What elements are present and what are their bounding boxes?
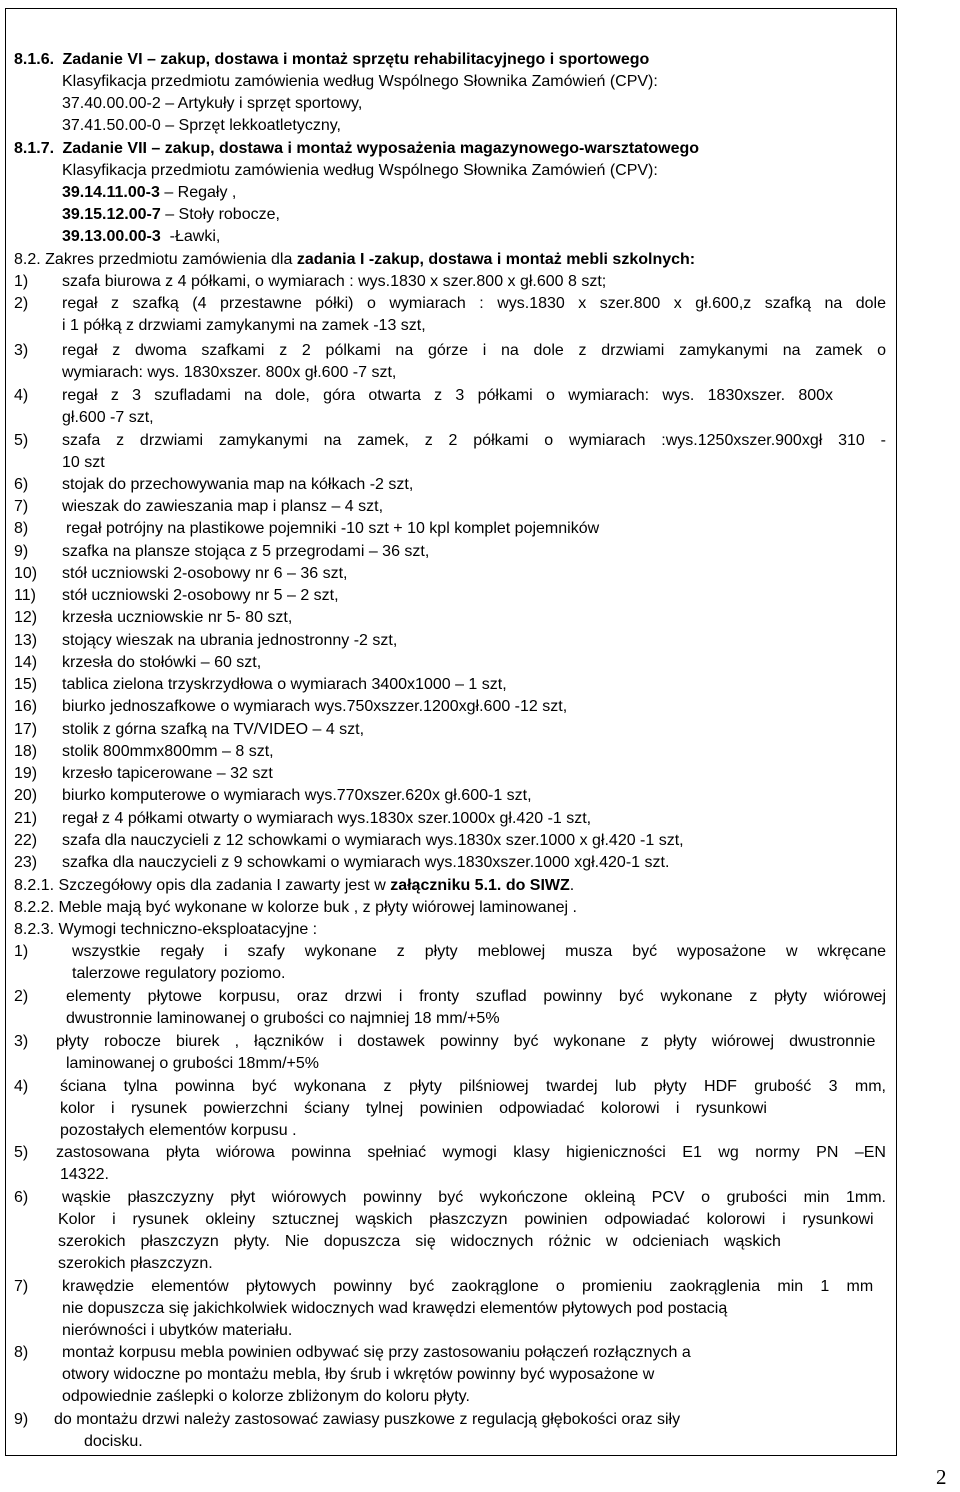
list-item-number: 19) xyxy=(14,765,38,782)
list-item-text: regał z dwoma szafkami z 2 pólkami na górze i na dole z drzwiami zamykanymi na zamek o xyxy=(62,342,886,359)
list-item-text: pozostałych elementów korpusu . xyxy=(60,1122,297,1139)
list-item-number: 21) xyxy=(14,810,38,827)
list-item-text: regał potrójny na plastikowe pojemniki -10 szt + 10 kpl komplet pojemników xyxy=(66,520,600,537)
section-number: 8.1.7. xyxy=(14,140,55,157)
list-item-number: 23) xyxy=(14,854,38,871)
list-item-text: szafka dla nauczycieli z 9 schowkami o wymiarach wys.1830xszer.1000 xgł.420-1 szt. xyxy=(62,854,670,871)
list-item-number: 3) xyxy=(14,342,29,359)
cpv-code: 39.14.11.00-3 xyxy=(62,184,160,201)
list-item-text: odpowiednie zaślepki o kolorze zbliżonym do koloru płyty. xyxy=(62,1388,470,1405)
list-item-number: 2) xyxy=(14,988,29,1005)
section-number: 8.2.2. xyxy=(14,899,55,916)
section-title: Zadanie VI – zakup, dostawa i montaż sprzętu rehabilitacyjnego i sportowego xyxy=(62,51,650,68)
list-item-number: 1) xyxy=(14,943,29,960)
list-item-text: stół uczniowski 2-osobowy nr 6 – 36 szt, xyxy=(62,565,348,582)
cpv-code-line: 39.14.11.00-3 – Regały , xyxy=(62,184,237,201)
list-item-number: 12) xyxy=(14,609,38,626)
cpv-code: 39.15.12.00-7 xyxy=(62,206,161,223)
list-item-text: 10 szt xyxy=(62,454,105,471)
list-item-text: regał z 3 szufladami na dole, góra otwarta z 3 półkami o wymiarach: wys. 1830xszer. 800x xyxy=(62,387,834,404)
cpv-code-line: 39.15.12.00-7 – Stoły robocze, xyxy=(62,206,280,223)
list-item-text: wymiarach: wys. 1830xszer. 800x gł.600 -7 szt, xyxy=(62,364,397,381)
list-item-text: montaż korpusu mebla powinien odbywać się przy zastosowaniu połączeń rozłącznych a xyxy=(62,1344,691,1361)
list-item-number: 15) xyxy=(14,676,38,693)
list-item-text: nie dopuszcza się jakichkolwiek widocznych wad krawędzi elementów płytowych pod postacią xyxy=(62,1300,728,1317)
list-item-number: 4) xyxy=(14,387,29,404)
list-item-number: 3) xyxy=(14,1033,29,1050)
list-item-text: stolik 800mmx800mm – 8 szt, xyxy=(62,743,274,760)
cpv-label: Klasyfikacja przedmiotu zamówienia według Wspólnego Słownika Zamówień (CPV): xyxy=(62,162,658,179)
list-item-text: szafka na plansze stojąca z 5 przegrodami – 36 szt, xyxy=(62,543,430,560)
cpv-name: Stoły robocze, xyxy=(178,206,280,223)
list-item-number: 5) xyxy=(14,1144,29,1161)
list-item-number: 20) xyxy=(14,787,38,804)
cpv-name: Sprzęt lekkoatletyczny, xyxy=(178,117,341,134)
list-item-text: szafa z drzwiami zamykanymi na zamek, z 2 półkami o wymiarach :wys.1250xszer.900xgł 310 - xyxy=(62,432,886,449)
list-item-text: stół uczniowski 2-osobowy nr 5 – 2 szt, xyxy=(62,587,339,604)
list-item-number: 7) xyxy=(14,1278,29,1295)
list-item-number: 8) xyxy=(14,1344,29,1361)
list-item-text: regał z szafką (4 przestawne półki) o wymiarach : wys.1830 x szer.800 x gł.600,z szafką na dole xyxy=(62,295,886,312)
list-item-number: 8) xyxy=(14,520,29,537)
list-item-number: 9) xyxy=(14,1411,29,1428)
section-number: 8.2.3. xyxy=(14,921,55,938)
list-item-text: szerokich płaszczyzn płyty. Nie dopuszcza się widocznych różnic w odcieniach wąskich xyxy=(58,1233,781,1250)
list-item-number: 6) xyxy=(14,1189,29,1206)
list-item-text: kolor i rysunek powierzchni ściany tylnej powinien odpowiadać kolorowi i rysunkowi xyxy=(60,1100,767,1117)
cpv-name: -Ławki, xyxy=(169,228,221,245)
list-item-number: 16) xyxy=(14,698,38,715)
list-item-text: wąskie płaszczyzny płyt wiórowych powinny być wykończone okleiną PCV o grubości min 1mm. xyxy=(62,1189,886,1206)
list-item-text: szafa biurowa z 4 półkami, o wymiarach : wys.1830 x szer.800 x gł.600 8 szt; xyxy=(62,273,607,290)
cpv-code-line: 37.40.00.00-2 – Artykuły i sprzęt sportowy, xyxy=(62,95,363,112)
section-8-2-2 xyxy=(14,898,577,918)
section-8-2-1 xyxy=(14,876,574,896)
section-number: 8.2.1. xyxy=(14,877,55,894)
list-item-text: stojący wieszak na ubrania jednostronny -2 szt, xyxy=(62,632,398,649)
section-number: 8.1.6. xyxy=(14,51,55,68)
list-item-number: 4) xyxy=(14,1078,29,1095)
list-item-text: wszystkie regały i szafy wykonane z płyty meblowej musza być wyposażone w wkręcane xyxy=(72,943,886,960)
list-item-text: stojak do przechowywania map na kółkach -2 szt, xyxy=(62,476,414,493)
list-item-text: gł.600 -7 szt, xyxy=(62,409,154,426)
cpv-code-line xyxy=(62,227,220,247)
list-item-number: 9) xyxy=(14,543,29,560)
list-item-number: 5) xyxy=(14,432,29,449)
section-8-1-7-heading xyxy=(14,139,699,159)
section-8-1-6-heading xyxy=(14,50,649,70)
cpv-label: Klasyfikacja przedmiotu zamówienia według Wspólnego Słownika Zamówień (CPV): xyxy=(62,73,658,90)
list-item-text: docisku. xyxy=(84,1433,143,1450)
list-item-number: 13) xyxy=(14,632,38,649)
list-item-number: 11) xyxy=(14,587,36,604)
list-item-text: 14322. xyxy=(60,1166,109,1183)
list-item-text: laminowanej o grubości 18mm/+5% xyxy=(66,1055,320,1072)
list-item-text: krawędzie elementów płytowych powinny być zaokrąglone o promieniu zaokrąglenia min 1 mm xyxy=(62,1278,874,1295)
list-item-text: i 1 półką z drzwiami zamykanymi na zamek -13 szt, xyxy=(62,317,426,334)
list-item-text: talerzowe regulatory poziomo. xyxy=(72,965,286,982)
list-item-text: krzesła do stołówki – 60 szt, xyxy=(62,654,262,671)
attachment-reference: załączniku 5.1. do SIWZ xyxy=(390,877,570,894)
list-item-text: nierówności i ubytków materiału. xyxy=(62,1322,293,1339)
list-item-text: szerokich płaszczyzn. xyxy=(58,1255,213,1272)
cpv-code: 37.41.50.00-0 xyxy=(62,117,161,134)
list-item-text: wieszak do zawieszania map i plansz – 4 szt, xyxy=(62,498,384,515)
list-item-text: do montażu drzwi należy zastosować zawiasy puszkowe z regulacją głębokości oraz siły xyxy=(54,1411,681,1428)
list-item-number: 2) xyxy=(14,295,29,312)
cpv-name: Regały , xyxy=(177,184,237,201)
list-item-text: elementy płytowe korpusu, oraz drzwi i fronty szuflad powinny być wykonane z płyty wiórowej xyxy=(66,988,886,1005)
list-item-text: krzesło tapicerowane – 32 szt xyxy=(62,765,273,782)
list-item-text: dwustronnie laminowanej o grubości co najmniej 18 mm/+5% xyxy=(66,1010,500,1027)
section-title: Zadanie VII – zakup, dostawa i montaż wyposażenia magazynowego-warsztatowego xyxy=(62,140,700,157)
list-item-text: otwory widoczne po montażu mebla, łby śrub i wkrętów powinny być wyposażone w xyxy=(62,1366,655,1383)
list-item-number: 6) xyxy=(14,476,29,493)
list-item-text: Kolor i rysunek okleiny sztucznej wąskich płaszczyzn powinien odpowiadać kolorowi i rysunkowi xyxy=(58,1211,874,1228)
list-item-text: szafa dla nauczycieli z 12 schowkami o wymiarach wys.1830x szer.1000 x gł.420 -1 szt, xyxy=(62,832,684,849)
list-item-number: 17) xyxy=(14,721,38,738)
cpv-code: 39.13.00.00-3 xyxy=(62,228,161,245)
section-number: 8.2. xyxy=(14,251,41,268)
list-item-text: płyty robocze biurek , łączników i dostawek powinny być wykonane z płyty wiórowej dwustronnie xyxy=(56,1033,876,1050)
list-item-text: ściana tylna powinna być wykonana z płyty pilśniowej twardej lub płyty HDF grubość 3 mm, xyxy=(60,1078,886,1095)
page-number: 2 xyxy=(936,1465,947,1489)
section-intro: Zakres przedmiotu zamówienia dla xyxy=(45,251,293,268)
cpv-code: 37.40.00.00-2 xyxy=(62,95,161,112)
cpv-code-line: 37.41.50.00-0 – Sprzęt lekkoatletyczny, xyxy=(62,117,341,134)
list-item-text: stolik z górna szafką na TV/VIDEO – 4 szt, xyxy=(62,721,365,738)
section-text: Meble mają być wykonane w kolorze buk , z płyty wiórowej laminowanej . xyxy=(58,899,577,916)
section-intro-bold: zadania I -zakup, dostawa i montaż mebli szkolnych: xyxy=(296,251,696,268)
cpv-name: Artykuły i sprzęt sportowy, xyxy=(177,95,363,112)
section-tail: . xyxy=(569,877,575,894)
section-text: Szczegółowy opis dla zadania I zawarty jest w xyxy=(58,877,386,894)
list-item-number: 1) xyxy=(14,273,29,290)
list-item-number: 7) xyxy=(14,498,29,515)
section-8-2-3 xyxy=(14,920,317,940)
list-item-text: biurko jednoszafkowe o wymiarach wys.750xszzer.1200xgł.600 -12 szt, xyxy=(62,698,568,715)
list-item-number: 14) xyxy=(14,654,38,671)
list-item-number: 22) xyxy=(14,832,38,849)
list-item-text: tablica zielona trzyskrzydłowa o wymiarach 3400x1000 – 1 szt, xyxy=(62,676,507,693)
list-item-text: biurko komputerowe o wymiarach wys.770xszer.620x gł.600-1 szt, xyxy=(62,787,532,804)
list-item-text: krzesła uczniowskie nr 5- 80 szt, xyxy=(62,609,293,626)
list-item-text: zastosowana płyta wiórowa powinna spełniać wymogi klasy higieniczności E1 wg normy PN –EN xyxy=(56,1144,886,1161)
list-item-number: 18) xyxy=(14,743,38,760)
list-item-text: regał z 4 półkami otwarty o wymiarach wys.1830x szer.1000x gł.420 -1 szt, xyxy=(62,810,592,827)
section-text: Wymogi techniczno-eksploatacyjne : xyxy=(58,921,318,938)
section-8-2-heading xyxy=(14,250,695,270)
list-item-number: 10) xyxy=(14,565,38,582)
